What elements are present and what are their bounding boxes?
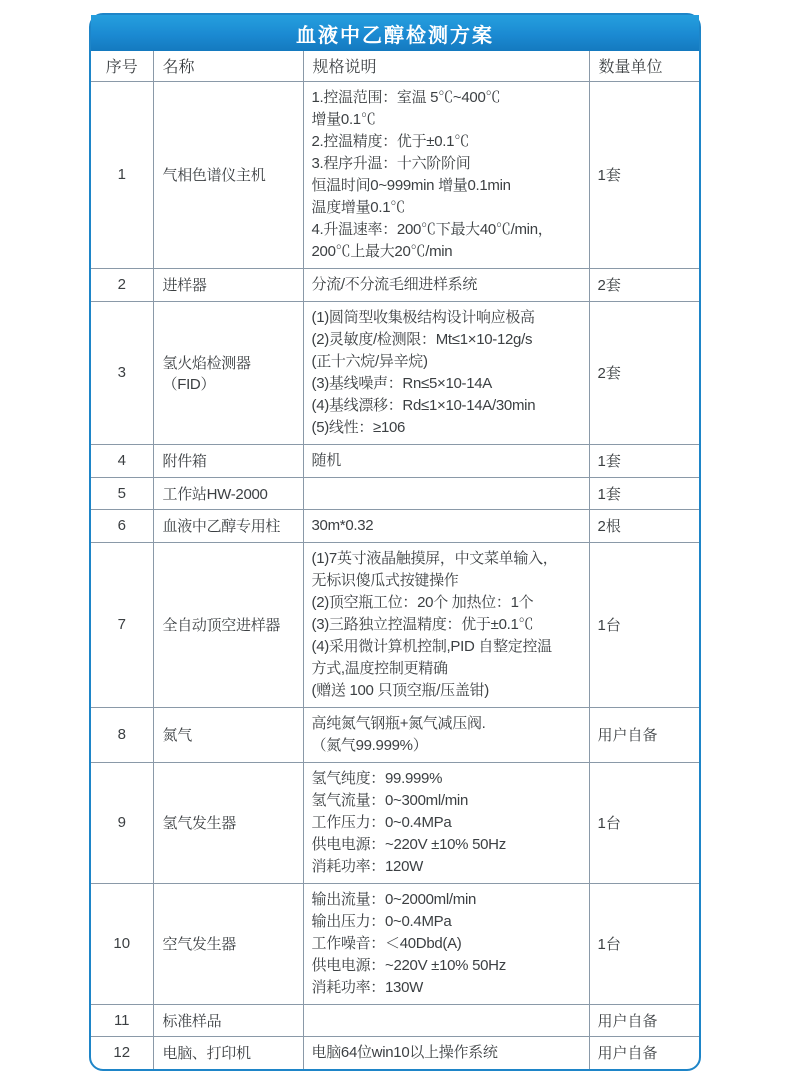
cell-item-name: 氢气发生器 bbox=[153, 762, 303, 883]
spec-line: 氢气纯度：99.999% bbox=[311, 769, 443, 787]
cell-serial-number: 10 bbox=[91, 883, 153, 1004]
spec-line: (赠送 100 只顶空瓶/压盖钳) bbox=[311, 681, 489, 699]
cell-serial-number: 7 bbox=[91, 542, 153, 707]
table-row bbox=[91, 477, 699, 509]
cell-serial-number: 4 bbox=[91, 444, 153, 477]
spec-line: 输出流量：0~2000ml/min bbox=[311, 890, 477, 908]
cell-quantity-unit: 用户自备 bbox=[589, 707, 699, 762]
spec-line: (3)三路独立控温精度：优于±0.1℃ bbox=[311, 615, 534, 633]
cell-specification bbox=[303, 268, 589, 301]
cell-specification bbox=[303, 1036, 589, 1069]
spec-line: 分流/不分流毛细进样系统 bbox=[311, 275, 478, 293]
spec-line: 30m*0.32 bbox=[311, 516, 374, 534]
cell-quantity-unit: 2套 bbox=[589, 301, 699, 444]
cell-quantity-unit: 用户自备 bbox=[589, 1004, 699, 1036]
spec-line: （氮气99.999%） bbox=[311, 736, 428, 754]
cell-specification bbox=[303, 444, 589, 477]
spec-line: 高纯氮气钢瓶+氮气减压阀. bbox=[311, 714, 486, 732]
spec-line: (5)线性：≥106 bbox=[311, 418, 406, 436]
cell-serial-number: 5 bbox=[91, 477, 153, 509]
spec-line: (2)灵敏度/检测限：Mt≤1×10-12g/s bbox=[311, 330, 533, 348]
cell-item-name: 气相色谱仪主机 bbox=[153, 81, 303, 268]
table-row bbox=[91, 762, 699, 883]
table-row bbox=[91, 81, 699, 268]
header-row bbox=[91, 51, 699, 81]
spec-line: 3.程序升温：十六阶阶间 bbox=[311, 154, 471, 172]
table-row bbox=[91, 707, 699, 762]
spec-line: 无标识傻瓜式按键操作 bbox=[311, 571, 459, 589]
cell-quantity-unit: 1台 bbox=[589, 883, 699, 1004]
table-row bbox=[91, 883, 699, 1004]
cell-specification bbox=[303, 542, 589, 707]
spec-line: 4.升温速率：200℃下最大40℃/min， bbox=[311, 220, 553, 238]
cell-serial-number: 3 bbox=[91, 301, 153, 444]
cell-quantity-unit: 1套 bbox=[589, 444, 699, 477]
spec-table bbox=[91, 51, 699, 1069]
cell-serial-number: 2 bbox=[91, 268, 153, 301]
header-cell-qty: 数量单位 bbox=[589, 51, 699, 81]
spec-line: (1)圆筒型收集极结构设计响应极高 bbox=[311, 308, 535, 326]
header-cell-name: 名称 bbox=[153, 51, 303, 81]
spec-line: 随机 bbox=[311, 451, 341, 469]
spec-line: 温度增量0.1℃ bbox=[311, 198, 405, 216]
spec-line: 2.控温精度：优于±0.1℃ bbox=[311, 132, 469, 150]
table-row bbox=[91, 1004, 699, 1036]
spec-line: 工作压力：0~0.4MPa bbox=[311, 813, 452, 831]
spec-line: 消耗功率：130W bbox=[311, 978, 423, 996]
cell-quantity-unit: 用户自备 bbox=[589, 1036, 699, 1069]
table-body bbox=[91, 81, 699, 1069]
cell-item-name: 标准样品 bbox=[153, 1004, 303, 1036]
cell-specification bbox=[303, 762, 589, 883]
spec-line: 200℃上最大20℃/min bbox=[311, 242, 453, 260]
spec-line: 1.控温范围：室温 5℃~400℃ bbox=[311, 88, 501, 106]
cell-quantity-unit: 1套 bbox=[589, 81, 699, 268]
spec-line: (4)采用微计算机控制,PID 自整定控温 bbox=[311, 637, 552, 655]
cell-serial-number: 6 bbox=[91, 509, 153, 542]
cell-specification bbox=[303, 301, 589, 444]
header-cell-no: 序号 bbox=[91, 51, 153, 81]
cell-item-name: 附件箱 bbox=[153, 444, 303, 477]
spec-line: 输出压力：0~0.4MPa bbox=[311, 912, 452, 930]
cell-quantity-unit: 1套 bbox=[589, 477, 699, 509]
cell-specification bbox=[303, 509, 589, 542]
spec-line: (3)基线噪声：Rn≤5×10-14A bbox=[311, 374, 493, 392]
spec-line: 电脑64位win10以上操作系统 bbox=[311, 1043, 498, 1061]
spec-line: 消耗功率：120W bbox=[311, 857, 423, 875]
spec-line: (正十六烷/异辛烷) bbox=[311, 352, 428, 370]
cell-serial-number: 1 bbox=[91, 81, 153, 268]
cell-serial-number: 11 bbox=[91, 1004, 153, 1036]
spec-line: (1)7英寸液晶触摸屏，中文菜单输入， bbox=[311, 549, 558, 567]
cell-item-name: 血液中乙醇专用柱 bbox=[153, 509, 303, 542]
table-row bbox=[91, 268, 699, 301]
header-cell-spec: 规格说明 bbox=[303, 51, 589, 81]
cell-specification bbox=[303, 707, 589, 762]
cell-item-name: 进样器 bbox=[153, 268, 303, 301]
cell-quantity-unit: 2根 bbox=[589, 509, 699, 542]
cell-serial-number: 9 bbox=[91, 762, 153, 883]
cell-specification bbox=[303, 883, 589, 1004]
title-bar bbox=[91, 15, 699, 51]
page-title: 血液中乙醇检测方案 bbox=[296, 24, 494, 47]
cell-specification bbox=[303, 477, 589, 509]
spec-line: 恒温时间0~999min 增量0.1min bbox=[311, 176, 511, 194]
spec-line: 供电电源：~220V ±10% 50Hz bbox=[311, 956, 506, 974]
spec-line: 供电电源：~220V ±10% 50Hz bbox=[311, 835, 506, 853]
cell-item-name: 氮气 bbox=[153, 707, 303, 762]
spec-line: 工作噪音：＜40Dbd(A) bbox=[311, 934, 462, 952]
cell-quantity-unit: 1台 bbox=[589, 542, 699, 707]
cell-quantity-unit: 1台 bbox=[589, 762, 699, 883]
cell-item-name: 电脑、打印机 bbox=[153, 1036, 303, 1069]
spec-line: 增量0.1℃ bbox=[311, 110, 376, 128]
table-row bbox=[91, 542, 699, 707]
cell-quantity-unit: 2套 bbox=[589, 268, 699, 301]
cell-specification bbox=[303, 81, 589, 268]
table-row bbox=[91, 509, 699, 542]
cell-item-name: 全自动顶空进样器 bbox=[153, 542, 303, 707]
cell-specification bbox=[303, 1004, 589, 1036]
spec-line: 方式,温度控制更精确 bbox=[311, 659, 448, 677]
table-row bbox=[91, 1036, 699, 1069]
cell-serial-number: 12 bbox=[91, 1036, 153, 1069]
cell-serial-number: 8 bbox=[91, 707, 153, 762]
spec-line: (4)基线漂移：Rd≤1×10-14A/30min bbox=[311, 396, 536, 414]
cell-item-name: 空气发生器 bbox=[153, 883, 303, 1004]
table-row bbox=[91, 301, 699, 444]
table-header bbox=[91, 51, 699, 81]
spec-line: 氢气流量：0~300ml/min bbox=[311, 791, 468, 809]
table-row bbox=[91, 444, 699, 477]
spec-line: (2)顶空瓶工位：20个 加热位：1个 bbox=[311, 593, 534, 611]
cell-item-name: 氢火焰检测器（FID） bbox=[153, 301, 303, 444]
spec-panel bbox=[89, 13, 701, 1071]
cell-item-name: 工作站HW-2000 bbox=[153, 477, 303, 509]
